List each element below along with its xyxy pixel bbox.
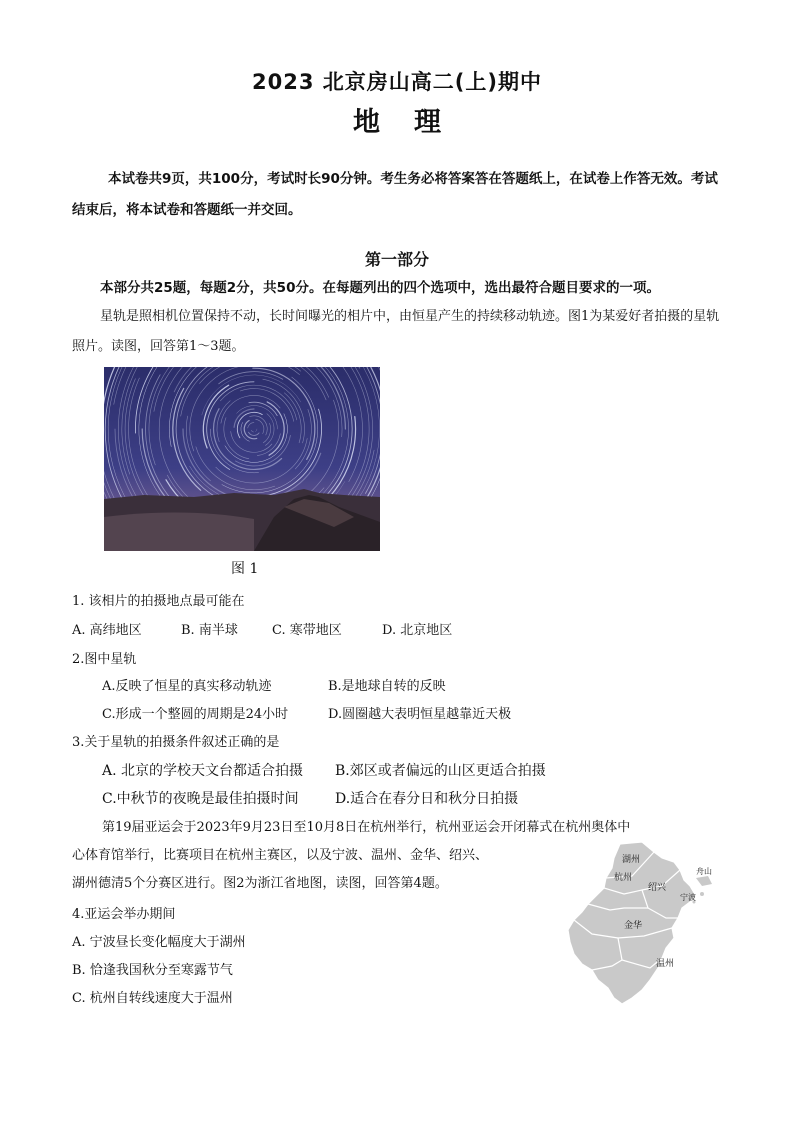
subject-title: 地理 — [353, 107, 475, 138]
q1-option-a: A. 高纬地区 — [72, 623, 142, 638]
q2-stem: 2.图中星轨 — [72, 652, 137, 667]
q1-option-c: C. 寒带地区 — [272, 623, 342, 638]
q3-option-b: B.郊区或者偏远的山区更适合拍摄 — [335, 763, 546, 779]
map-label-huzhou: 湖州 — [622, 855, 641, 865]
star-trail-image — [104, 367, 380, 551]
asian-games-intro-line2: 心体育馆举行，比赛项目在杭州主赛区，以及宁波、温州、金华、绍兴、 — [72, 848, 489, 863]
q4-option-b: B. 恰逢我国秋分至寒露节气 — [72, 963, 233, 978]
q1-option-d: D. 北京地区 — [382, 623, 453, 638]
q3-stem: 3.关于星轨的拍摄条件叙述正确的是 — [72, 735, 280, 750]
star-trail-intro: 星轨是照相机位置保持不动，长时间曝光的相片中，由恒星产生的持续移动轨迹。图1为某爱好者拍摄的星轨照片。读图，回答第1～3题。 — [72, 309, 720, 354]
q3-option-d: D.适合在春分日和秋分日拍摄 — [335, 791, 519, 807]
q4-option-c: C. 杭州自转线速度大于温州 — [72, 991, 233, 1006]
map-label-jinhua: 金华 — [624, 921, 643, 931]
asian-games-intro-line3: 湖州德清5个分赛区进行。图2为浙江省地图，读图，回答第4题。 — [72, 876, 448, 891]
q2-option-b: B.是地球自转的反映 — [328, 679, 446, 694]
q3-option-c: C.中秋节的夜晚是最佳拍摄时间 — [102, 791, 299, 807]
star-trail-photo — [104, 367, 380, 551]
q2-option-c: C.形成一个整圆的周期是24小时 — [102, 707, 289, 722]
map-label-hangzhou: 杭州 — [614, 873, 633, 883]
section-description: 本部分共25题，每题2分，共50分。在每题列出的四个选项中，选出最符合题目要求的一项。 — [100, 280, 660, 296]
map-label-ningbo: 宁波 — [680, 893, 696, 902]
map-label-wenzhou: 温州 — [656, 959, 675, 969]
zhejiang-map-graphic — [562, 838, 722, 1008]
map-label-zhoushan: 舟山 — [696, 867, 712, 876]
zhoushan-islands — [696, 876, 712, 886]
asian-games-intro-line1: 第19届亚运会于2023年9月23日至10月8日在杭州举行，杭州亚运会开闭幕式在杭州奥体中 — [102, 820, 631, 835]
exam-title: 2023 北京房山高二(上)期中 — [252, 70, 542, 94]
q2-option-a: A.反映了恒星的真实移动轨迹 — [102, 679, 272, 694]
q4-option-a: A. 宁波昼长变化幅度大于湖州 — [72, 935, 246, 950]
q1-option-b: B. 南半球 — [181, 623, 238, 638]
map-label-shaoxing: 绍兴 — [648, 883, 667, 893]
zhejiang-map — [562, 838, 722, 1008]
q2-option-d: D.圆圈越大表明恒星越靠近天极 — [328, 707, 512, 722]
figure1-caption: 图 1 — [231, 561, 259, 577]
q4-stem: 4.亚运会举办期间 — [72, 907, 176, 922]
section-title: 第一部分 — [364, 250, 429, 269]
exam-notice: 本试卷共9页，共100分，考试时长90分钟。考生务必将答案答在答题纸上，在试卷上作答无效。考试结束后，将本试卷和答题纸一并交回。 — [72, 171, 718, 218]
q1-stem: 1. 该相片的拍摄地点最可能在 — [72, 594, 245, 609]
q3-option-a: A. 北京的学校天文台都适合拍摄 — [102, 763, 304, 779]
